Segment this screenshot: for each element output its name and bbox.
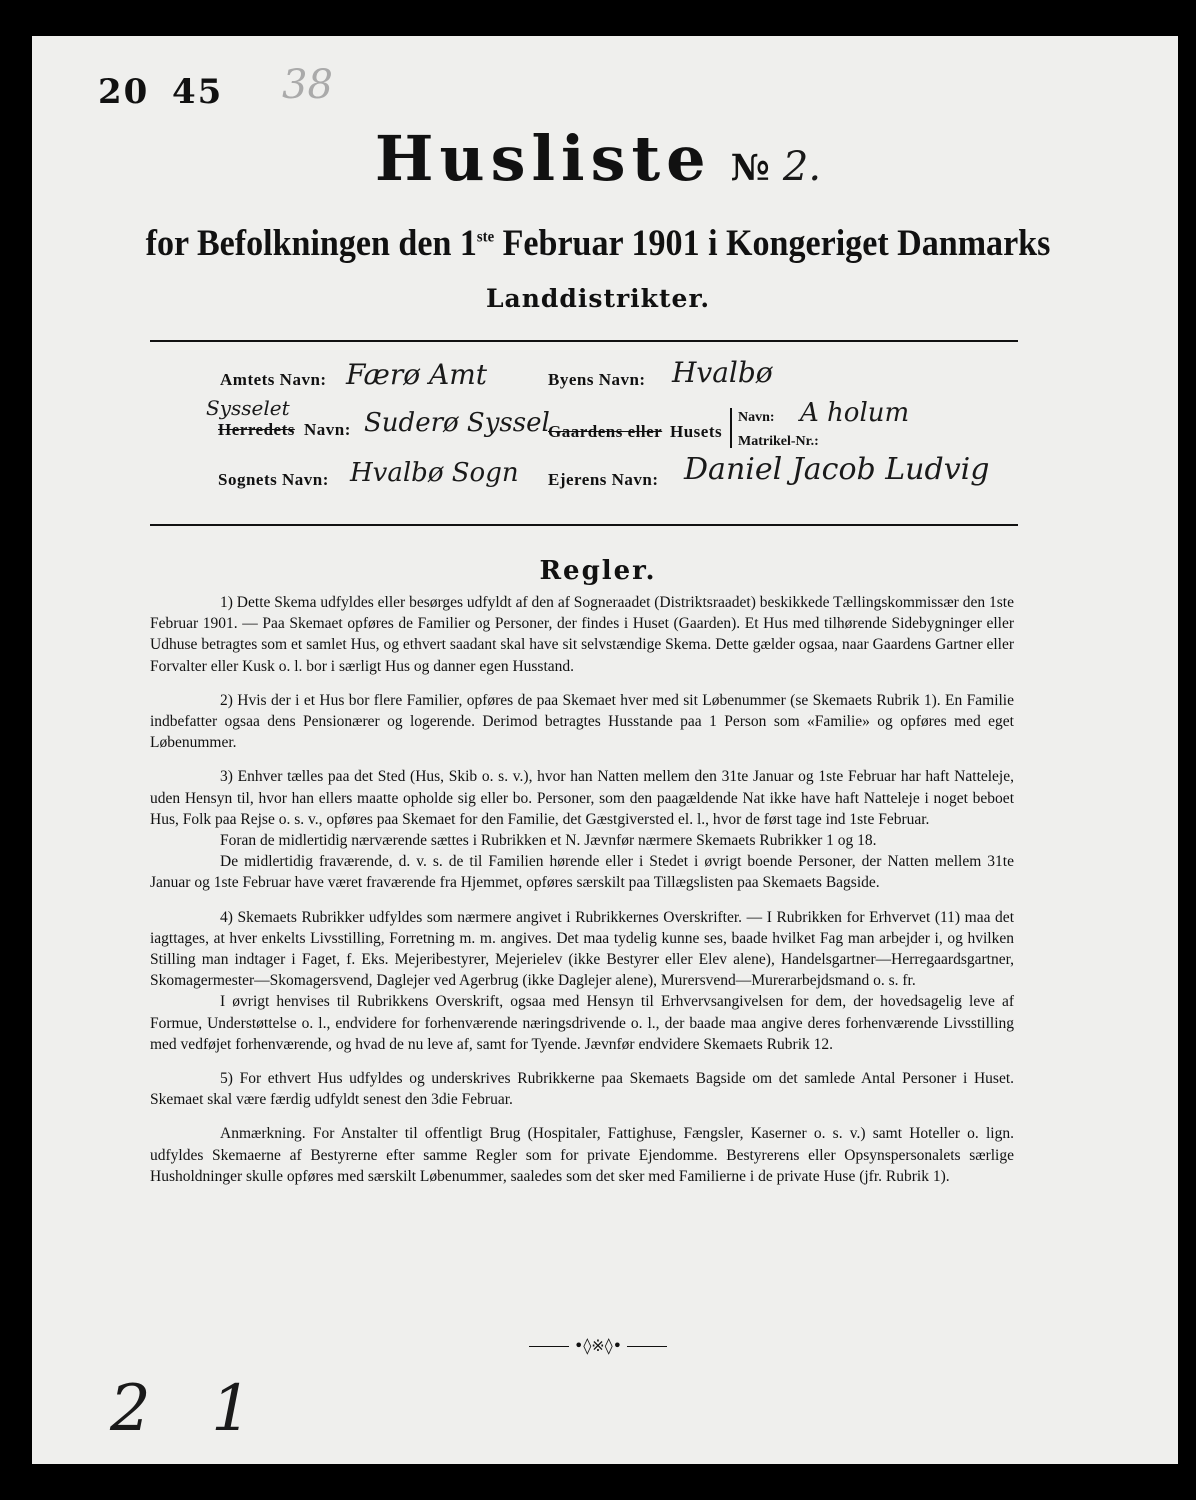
sogn-label: Sognets Navn: xyxy=(218,470,329,489)
stamp-number-right: 45 xyxy=(172,72,224,112)
rule-5: 5) For ethvert Hus udfyldes og underskrives Rubrikkerne paa Skemaets Bagside om det samlede Antal Personer i Huset. Skemaet skal være færdig udfyldt senest den 3die Februar. xyxy=(150,1070,1014,1109)
rule-2: 2) Hvis der i et Hus bor flere Familier, opføres de paa Skemaet hver med sit Løbenummer (se Skemaets Rubrik 1). En Familie indbefatter ogsaa dens Pensionærer og logerende. Derimod betragtes Husstande paa 1 Person som «Familie» og opføres med eget Løbenummer. xyxy=(150,691,1014,752)
title-text: Husliste xyxy=(374,122,712,195)
bottom-rule xyxy=(150,524,1018,526)
rules-heading: Regler. xyxy=(539,556,657,586)
stamp-number-left: 20 xyxy=(98,72,150,112)
rule-3-note-b: De midlertidig fraværende, d. v. s. de til Familien hørende eller i Stedet i øvrigt boende Personer, der Natten mellem 31te Januar og 1ste Februar have været fraværende fra Hjemmet, opføres særskilt paa Tillægslisten paa Skemaets Bagside. xyxy=(150,853,1014,892)
herred-handwritten: Sysselet xyxy=(206,396,290,420)
district-type: Landdistrikter. xyxy=(485,284,711,313)
herred-label-suffix: Navn: xyxy=(304,420,351,439)
bottom-handwriting: 2 1 xyxy=(110,1372,272,1446)
ornament-glyph: •◊※◊• xyxy=(573,1336,623,1355)
ornament xyxy=(0,1336,1196,1355)
rule-4: 4) Skemaets Rubrikker udfyldes som nærmere angivet i Rubrikkernes Overskrifter. — I Rubrikken for Erhvervet (11) maa det iagttages, at hver enkelts Livsstilling, Forretning m. m. angives. Det maa tydelig kunne ses, baade hvilket Fag man arbejder i, og hvilken Stilling man indtager i Faget, f. Eks. Mejeribestyrer, Mejerielev (ikke Bestyrer eller Elev alene), Handelsgartner—Herregaardsgartner, Skomagermester—Skomagersvend, Daglejer ved Agerbrug (ikke Daglejer alene), Murersvend—Murerarbejdsmand o. s. fr. xyxy=(150,908,1014,990)
ejer-value: Daniel Jacob Ludvig xyxy=(684,452,990,487)
number-sign: № xyxy=(730,147,770,189)
matrikel-label: Matrikel-Nr.: xyxy=(738,434,819,449)
by-value: Hvalbø xyxy=(672,356,773,389)
rule-3: 3) Enhver tælles paa det Sted (Hus, Skib o. s. v.), hvor han Natten mellem den 31te Januar og 1ste Februar har haft Natteleje, uden Hensyn til, hvor han ellers maatte opholde sig eller bo. Personer, som den paagældende Nat ikke have haft Natteleje i noget beboet Hus, Folk paa Rejse o. s. v., opføres paa Skemaet for den Familie, det Gæstgiversted el. l., hvor de først tage ind 1ste Februar. xyxy=(150,768,1014,828)
rules-text xyxy=(150,592,1014,1200)
navn-value: A holum xyxy=(800,398,910,428)
amt-label: Amtets Navn: xyxy=(220,370,327,389)
top-rule xyxy=(150,340,1018,342)
pencil-number: 38 xyxy=(282,62,333,108)
rule-1: 1) Dette Skema udfyldes eller besørges udfyldt af den af Sogneraadet (Distriktsraadet) beskikkede Tællingskommissær den 1ste Februar 1901. — Paa Skemaet opføres de Familier og Personer, der findes i Huset (Gaarden). Et Hus med tilhørende Sidebygninger eller Udhuse betragtes som et samlet Hus, og ethvert saadant skal have sit selvstændige Skema. Dette gælder ogsaa, naar Gaardens Gartner eller Forvalter eller Kusk o. l. bor i særligt Hus og danner egen Husstand. xyxy=(150,594,1014,675)
ornament-line-right xyxy=(627,1346,667,1347)
subtitle-before: for Befolkningen den 1 xyxy=(145,223,477,264)
ejer-label: Ejerens Navn: xyxy=(548,470,659,489)
subtitle xyxy=(48,222,1148,265)
husets-label: Husets xyxy=(670,422,723,441)
subtitle-after: Februar 1901 i Kongeriget Danmarks xyxy=(494,223,1051,264)
herred-struck: Herredets xyxy=(218,420,295,439)
rule-4-note: I øvrigt henvises til Rubrikkens Overskrift, ogsaa med Hensyn til Erhvervsangivelsen for dem, der hovedsagelig leve af Formue, Understøttelse o. l., endvidere for forhenværende næringsdrivende o. l., der baade maa angive deres forhenværende Livsstilling med vedføjet forhenværende, og hvad de nu leve af, samt for Tyende. Jævnfør endvidere Skemaets Rubrik 12. xyxy=(150,993,1014,1053)
navn-label: Navn: xyxy=(738,410,775,425)
amt-value: Færø Amt xyxy=(346,358,488,391)
gaard-struck: Gaardens eller xyxy=(548,422,663,441)
list-number: 2. xyxy=(782,144,822,190)
sogn-value: Hvalbø Sogn xyxy=(350,458,519,488)
herred-value: Suderø Syssel xyxy=(364,408,550,438)
remark: Anmærkning. For Anstalter til offentligt Brug (Hospitaler, Fattighuse, Fængsler, Kaserner o. s. v.) samt Hoteller o. lign. udfyldes Skemaerne af Bestyrerne efter samme Regler som for private Ejendomme. Bestyrerens eller Opsynspersonalets særlige Husholdninger skulle opføres med særskilt Løbenummer, saaledes som det sker med Familierne i de private Huse (jfr. Rubrik 1). xyxy=(150,1125,1014,1185)
rule-3-note-a: Foran de midlertidig nærværende sættes i Rubrikken et N. Jævnfør nærmere Skemaets Rubrikker 1 og 18. xyxy=(220,832,877,850)
subtitle-sup: ste xyxy=(476,228,495,246)
page-title xyxy=(0,122,1196,195)
by-label: Byens Navn: xyxy=(548,370,646,389)
bracket xyxy=(730,408,732,448)
ornament-line-left xyxy=(529,1346,569,1347)
